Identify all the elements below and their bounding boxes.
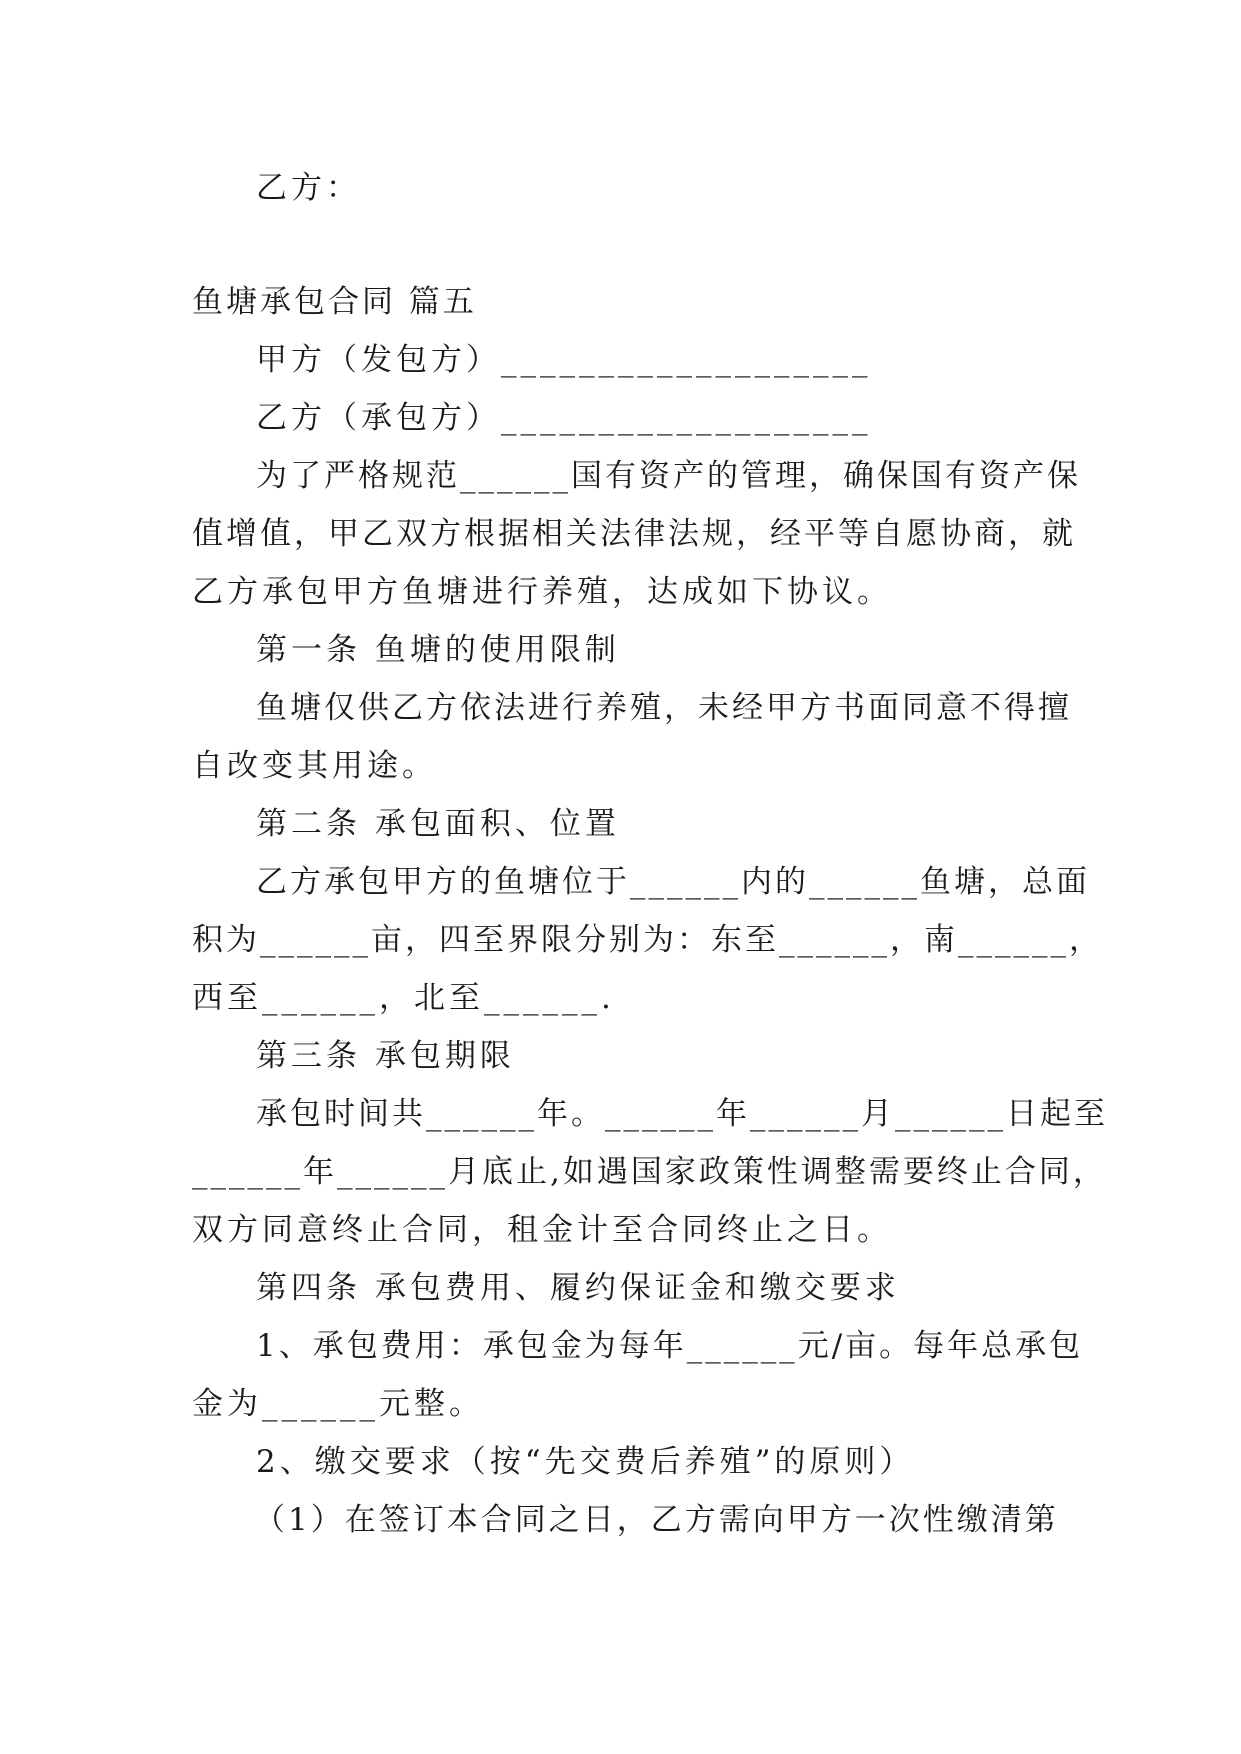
article-4-item-1-line-2: 金为______元整。 (192, 1386, 484, 1422)
article-1-line-2: 自改变其用途。 (192, 748, 437, 784)
article-4-item-2: 2、缴交要求（按“先交费后养殖”的原则） (256, 1444, 915, 1480)
intro-line-3: 乙方承包甲方鱼塘进行养殖，达成如下协议。 (192, 574, 892, 610)
article-4-item-2-1: （1）在签订本合同之日，乙方需向甲方一次性缴清第 (254, 1502, 1059, 1538)
yifang-signature-label: 乙方： (256, 170, 361, 206)
article-1-line-1: 鱼塘仅供乙方依法进行养殖，未经甲方书面同意不得擅 (256, 690, 1072, 726)
article-2-line-2: 积为______亩，四至界限分别为：东至______，南______， (192, 922, 1103, 958)
intro-line-2: 值增值，甲乙双方根据相关法律法规，经平等自愿协商，就 (192, 516, 1076, 552)
article-3-title: 第三条 承包期限 (256, 1038, 515, 1074)
article-4-title: 第四条 承包费用、履约保证金和缴交要求 (256, 1270, 900, 1306)
article-2-line-1: 乙方承包甲方的鱼塘位于______内的______鱼塘，总面 (256, 864, 1090, 900)
article-3-line-1: 承包时间共______年。______年______月______日起至 (256, 1096, 1108, 1132)
article-1-title: 第一条 鱼塘的使用限制 (256, 632, 620, 668)
article-3-line-3: 双方同意终止合同，租金计至合同终止之日。 (192, 1212, 892, 1248)
section-title: 鱼塘承包合同 篇五 (192, 284, 477, 320)
article-2-title: 第二条 承包面积、位置 (256, 806, 620, 842)
yifang-party-line: 乙方（承包方）___________________ (256, 400, 872, 436)
article-4-item-1-line-1: 1、承包费用：承包金为每年______元/亩。每年总承包 (256, 1328, 1084, 1364)
article-3-line-2: ______年______月底止,如遇国家政策性调整需要终止合同， (192, 1154, 1107, 1190)
jiafang-party-line: 甲方（发包方）___________________ (256, 342, 872, 378)
article-2-line-3: 西至______，北至______. (192, 980, 615, 1016)
intro-line-1: 为了严格规范______国有资产的管理，确保国有资产保 (256, 458, 1081, 494)
